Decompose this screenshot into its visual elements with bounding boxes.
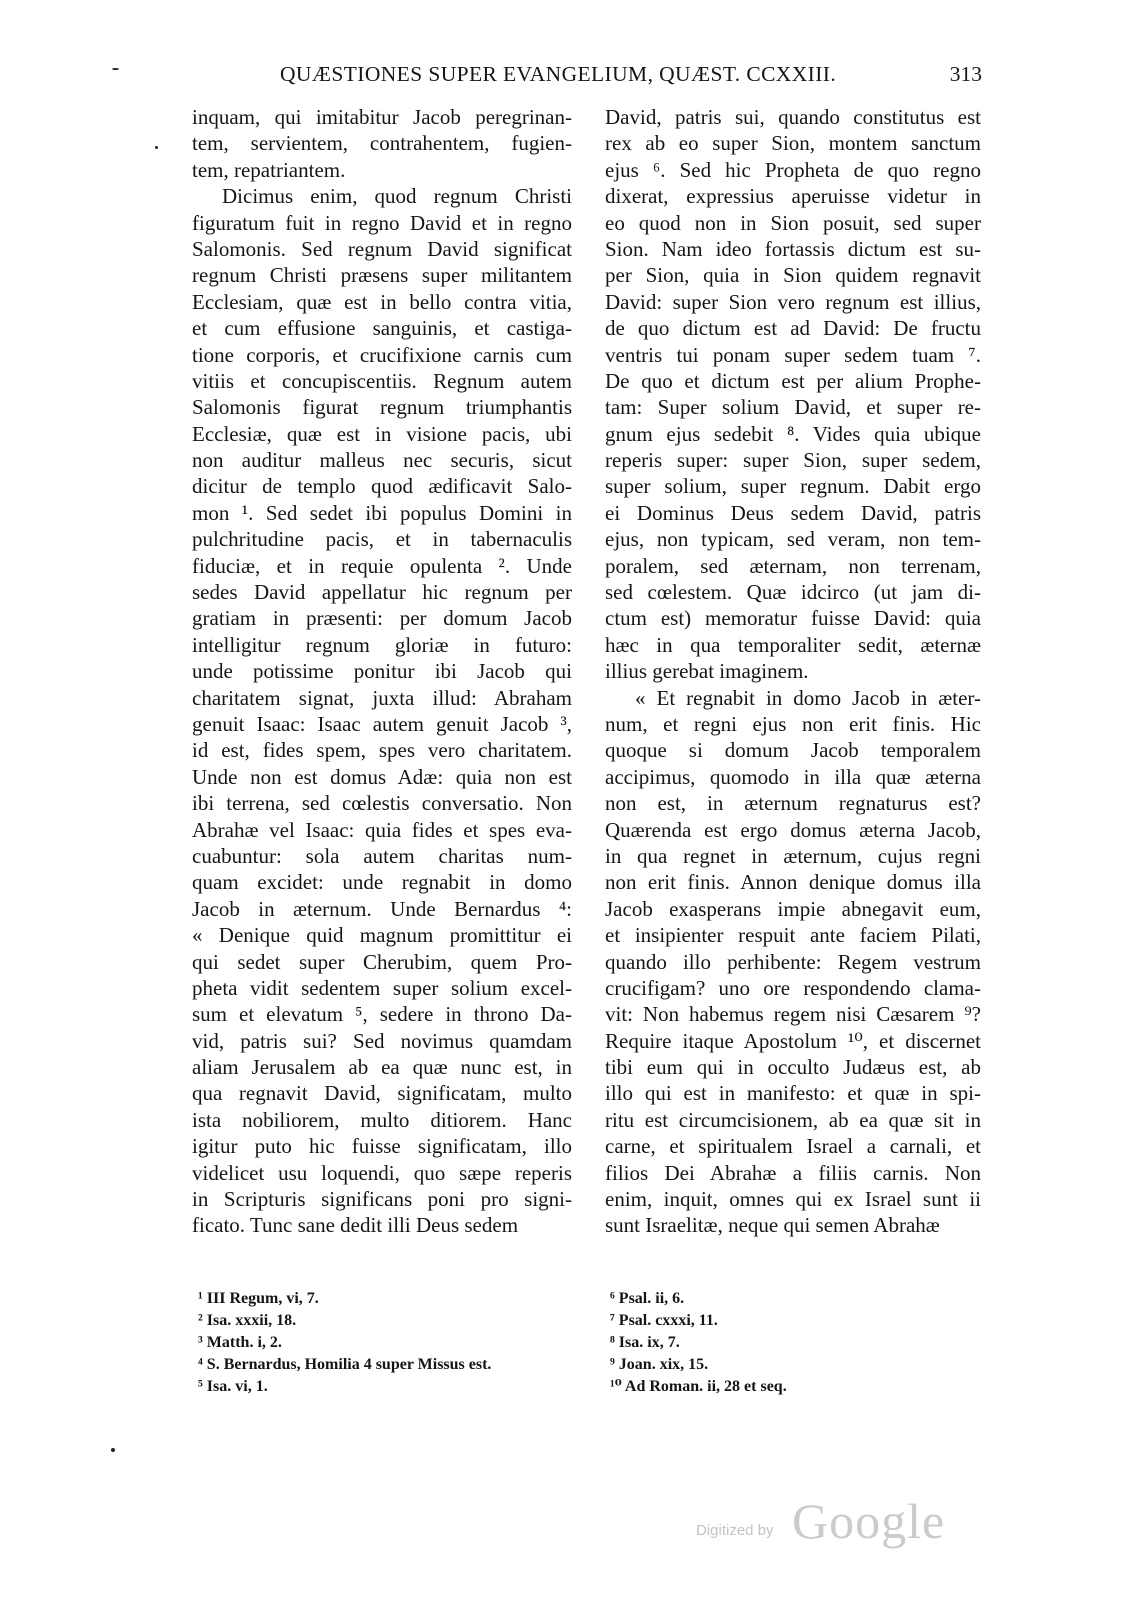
google-watermark xyxy=(696,1492,946,1552)
text-line: illo qui est in manifesto: et quæ in spi- xyxy=(605,1081,981,1106)
text-line: Salomonis. Sed regnum David significat xyxy=(192,236,572,261)
text-line: genuit Isaac: Isaac autem genuit Jacob ³, xyxy=(192,711,572,736)
text-line: non est, in æternum regnaturus est? xyxy=(605,791,981,816)
footnote: ⁹ Joan. xix, 15. xyxy=(610,1356,709,1373)
page-number: 313 xyxy=(949,62,982,86)
text-line: Quærenda est ergo domus æterna Jacob, xyxy=(605,817,981,842)
text-line: vit: Non habemus regem nisi Cæsarem ⁹? xyxy=(605,1002,981,1027)
footnote: ¹ III Regum, vi, 7. xyxy=(198,1290,319,1307)
text-line: mon ¹. Sed sedet ibi populus Domini in xyxy=(192,500,572,525)
text-line: Require itaque Apostolum ¹⁰, et discernet xyxy=(605,1028,981,1053)
footnote: ⁶ Psal. ii, 6. xyxy=(610,1290,685,1307)
text-line: aliam Jerusalem ab ea quæ nunc est, in xyxy=(192,1055,572,1080)
text-line: tam: Super solium David, et super re- xyxy=(605,395,981,420)
text-line: poralem, sed æternam, non terrenam, xyxy=(605,553,981,578)
text-line: David, patris sui, quando constitutus est xyxy=(605,105,981,129)
text-line: unde potissime ponitur ibi Jacob qui xyxy=(192,659,572,684)
text-line: Jacob exasperans impie abnegavit eum, xyxy=(605,896,981,921)
text-line: fiduciæ, et in requie opulenta ². Unde xyxy=(192,553,572,578)
text-line: ficato. Tunc sane dedit illi Deus sedem xyxy=(192,1213,519,1238)
text-line: sed cœlestem. Quæ idcirco (ut jam di- xyxy=(605,580,981,605)
text-line: Abrahæ vel Isaac: quia fides et spes eva- xyxy=(192,817,572,842)
text-line: per Sion, quia in Sion quidem regnavit xyxy=(605,263,981,288)
footnote: ² Isa. xxxii, 18. xyxy=(198,1312,297,1329)
text-line: ejus, non typicam, sed veram, non tem- xyxy=(605,527,981,552)
text-line: tem, repatriantem. xyxy=(192,157,346,182)
footnote: ⁴ S. Bernardus, Homilia 4 super Missus est. xyxy=(198,1356,492,1373)
text-line: inquam, qui imitabitur Jacob peregrinan- xyxy=(192,105,572,129)
text-line: reperis super: super Sion, super sedem, xyxy=(605,448,981,473)
google-logo: Google xyxy=(792,1493,946,1549)
text-line: super solium, super regnum. Dabit ergo xyxy=(605,474,981,499)
text-line: Unde non est domus Adæ: quia non est xyxy=(192,764,572,789)
footnote: ¹⁰ Ad Roman. ii, 28 et seq. xyxy=(610,1378,787,1395)
left-text-column xyxy=(192,104,572,1239)
text-line: eo quod non in Sion posuit, sed super xyxy=(605,210,981,235)
text-line: regnum Christi præsens super militantem xyxy=(192,263,572,288)
text-line: Salomonis figurat regnum triumphantis xyxy=(192,395,572,420)
right-text-column xyxy=(605,104,981,1239)
text-line: ritu est circumcisionem, ab ea quæ sit in xyxy=(605,1107,981,1132)
text-line: figuratum fuit in regno David et in regno xyxy=(192,210,572,235)
text-line: charitatem signat, juxta illud: Abraham xyxy=(192,685,572,710)
text-line: qua regnavit David, significatam, multo xyxy=(192,1081,572,1106)
text-line: vid, patris sui? Sed novimus quamdam xyxy=(192,1028,572,1053)
text-line: pheta vidit sedentem super solium excel- xyxy=(192,975,572,1000)
text-line: crucifigam? uno ore respondendo clama- xyxy=(605,975,981,1000)
text-line: Sion. Nam ideo fortassis dictum est su- xyxy=(605,236,981,261)
footnote: ⁸ Isa. ix, 7. xyxy=(610,1334,680,1351)
text-line: ejus ⁶. Sed hic Propheta de quo regno xyxy=(605,157,981,182)
text-line: in Scripturis significans poni pro signi- xyxy=(192,1187,572,1212)
text-line: carne, et spiritualem Israel a carnali, et xyxy=(605,1134,981,1159)
footnote: ⁷ Psal. cxxxi, 11. xyxy=(610,1312,718,1329)
text-line: quam excidet: unde regnabit in domo xyxy=(192,870,572,895)
text-line: enim, inquit, omnes qui ex Israel sunt ii xyxy=(605,1187,981,1212)
text-line: num, et regni ejus non erit finis. Hic xyxy=(605,711,981,736)
text-line: ibi terrena, sed cœlestis conversatio. Non xyxy=(192,791,572,816)
text-line: et insipienter respuit ante faciem Pilati, xyxy=(605,923,981,948)
text-line: intelligitur regnum gloriæ in futuro: xyxy=(192,632,572,657)
text-line: ventris tui ponam super sedem tuam ⁷. xyxy=(605,342,981,367)
text-line: hæc in qua temporaliter sedit, æternæ xyxy=(605,632,981,657)
scan-speck xyxy=(155,146,158,149)
text-line: cuabuntur: sola autem charitas num- xyxy=(192,843,572,868)
text-line: Jacob in æternum. Unde Bernardus ⁴: xyxy=(192,896,572,921)
text-line: in qua regnet in æternum, cujus regni xyxy=(605,843,981,868)
text-line: sedes David appellatur hic regnum per xyxy=(192,580,572,605)
text-line: vitiis et concupiscentiis. Regnum autem xyxy=(192,368,572,393)
text-line: Ecclesiam, quæ est in bello contra vitia, xyxy=(192,289,572,314)
text-line: Ecclesiæ, quæ est in visione pacis, ubi xyxy=(192,421,572,446)
watermark-prefix: Digitized by xyxy=(696,1522,774,1539)
text-line: « Denique quid magnum promittitur ei xyxy=(192,923,572,948)
text-line: ctum est) memoratur fuisse David: quia xyxy=(605,606,981,631)
running-head-title: QUÆSTIONES SUPER EVANGELIUM, QUÆST. CCXXIII. xyxy=(280,62,837,86)
text-line: de quo dictum est ad David: De fructu xyxy=(605,316,981,341)
text-line: sum et elevatum ⁵, sedere in throno Da- xyxy=(192,1002,572,1027)
text-line: dicitur de templo quod ædificavit Salo- xyxy=(192,474,572,499)
footnote: ⁵ Isa. vi, 1. xyxy=(198,1378,268,1395)
text-line: rex ab eo super Sion, montem sanctum xyxy=(605,131,981,156)
text-line: quando illo perhibente: Regem vestrum xyxy=(605,949,981,974)
scan-speck xyxy=(112,68,119,70)
text-line: pulchritudine pacis, et in tabernaculis xyxy=(192,527,572,552)
scan-speck xyxy=(111,1448,115,1452)
text-line: accipimus, quomodo in illa quæ æterna xyxy=(605,764,981,789)
text-line: sunt Israelitæ, neque qui semen Abrahæ xyxy=(605,1213,940,1238)
footnotes-right xyxy=(610,1288,990,1398)
footnote: ³ Matth. i, 2. xyxy=(198,1334,282,1351)
text-line: tibi eum qui in occulto Judæus est, ab xyxy=(605,1055,981,1080)
text-line: David: super Sion vero regnum est illius, xyxy=(605,289,981,314)
running-head xyxy=(192,60,982,94)
text-line: qui sedet super Cherubim, quem Pro- xyxy=(192,949,572,974)
text-line: id est, fides spem, spes vero charitatem. xyxy=(192,738,572,763)
text-line: igitur puto hic fuisse significatam, illo xyxy=(192,1134,572,1159)
text-line: filios Dei Abrahæ a filiis carnis. Non xyxy=(605,1160,981,1185)
text-line: ei Dominus Deus sedem David, patris xyxy=(605,500,981,525)
text-line: quoque si domum Jacob temporalem xyxy=(605,738,981,763)
text-line: « Et regnabit in domo Jacob in æter- xyxy=(635,685,981,710)
text-line: gnum ejus sedebit ⁸. Vides quia ubique xyxy=(605,421,981,446)
footnotes-left xyxy=(198,1288,578,1398)
text-line: illius gerebat imaginem. xyxy=(605,659,809,684)
text-line: videlicet usu loquendi, quo sæpe reperis xyxy=(192,1160,572,1185)
text-line: tione corporis, et crucifixione carnis cum xyxy=(192,342,572,367)
text-line: tem, servientem, contrahentem, fugien- xyxy=(192,131,572,156)
text-line: Dicimus enim, quod regnum Christi xyxy=(222,184,572,209)
text-line: De quo et dictum est per alium Prophe- xyxy=(605,368,981,393)
text-line: gratiam in præsenti: per domum Jacob xyxy=(192,606,572,631)
text-line: dixerat, expressius aperuisse videtur in xyxy=(605,184,981,209)
text-line: ista nobiliorem, multo ditiorem. Hanc xyxy=(192,1107,572,1132)
text-line: et cum effusione sanguinis, et castiga- xyxy=(192,316,572,341)
text-line: non auditur malleus nec securis, sicut xyxy=(192,448,572,473)
text-line: non erit finis. Annon denique domus illa xyxy=(605,870,981,895)
